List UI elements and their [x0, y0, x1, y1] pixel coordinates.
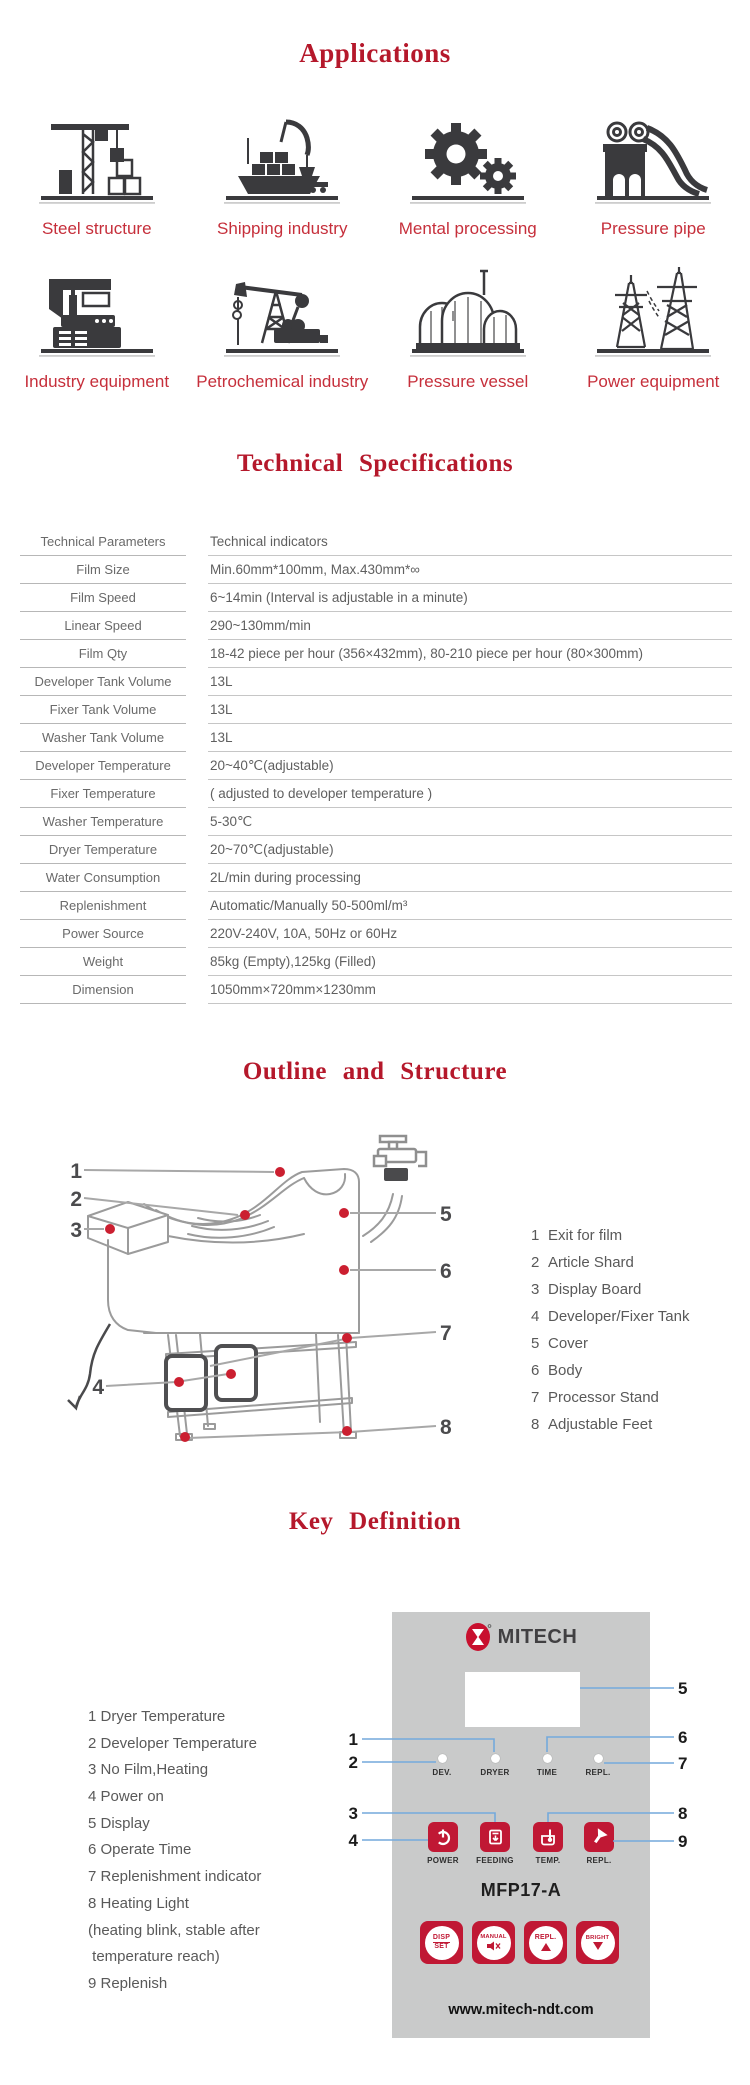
led-label: DRYER [480, 1768, 510, 1777]
list-item: temperature reach) [88, 1948, 220, 1966]
key-label: REPL. [586, 1856, 612, 1865]
website-url: www.mitech-ndt.com [448, 2002, 594, 2018]
specifications-title: Technical Specifications [236, 450, 514, 477]
app-label: Pressure vessel [407, 371, 529, 391]
app-label: Mental processing [398, 219, 537, 238]
spec-param: Washer Tank Volume [20, 724, 186, 752]
app-label: Power equipment [587, 371, 720, 391]
spec-value: 85kg (Empty),125kg (Filled) [208, 948, 732, 976]
list-item: (heating blink, stable after [88, 1921, 260, 1939]
callout-number: 9 [678, 1832, 688, 1851]
callout-number: 4 [92, 1376, 104, 1399]
spec-value: 290~130mm/min [208, 612, 732, 640]
callout-number: 5 [440, 1203, 452, 1226]
app-item-power-equipment [561, 265, 747, 392]
spec-value: ( adjusted to developer temperature ) [208, 780, 732, 808]
spec-value: 2L/min during processing [208, 864, 732, 892]
key-label: TEMP. [535, 1856, 561, 1865]
tower-crane-icon [39, 112, 155, 208]
list-item: 8 Adjustable Feet [531, 1416, 653, 1433]
power-towers-icon [595, 265, 711, 361]
list-item: 9 Replenish [88, 1974, 168, 1992]
spec-value: Technical indicators [208, 528, 732, 556]
list-item: 8 Heating Light [88, 1894, 189, 1912]
callout-number: 5 [678, 1679, 688, 1698]
app-item-pressure-vessel [375, 265, 561, 392]
spec-value: 220V-240V, 10A, 50Hz or 60Hz [208, 920, 732, 948]
gears-icon [410, 112, 526, 208]
spec-value: Automatic/Manually 50-500ml/m³ [208, 892, 732, 920]
callout-number: 6 [440, 1260, 452, 1283]
callout-number: 6 [678, 1728, 688, 1747]
processor-structure-drawing [48, 1128, 468, 1446]
list-item: 6 Body [531, 1362, 583, 1379]
spec-param: Film Speed [20, 584, 186, 612]
spec-param: Fixer Tank Volume [20, 696, 186, 724]
structure-legend [531, 1222, 689, 1438]
list-item: 2 Article Shard [531, 1254, 634, 1271]
callout-number: 4 [348, 1831, 358, 1850]
spec-param: Dryer Temperature [20, 836, 186, 864]
manual-mute-key-icon: MANUAL [477, 1926, 511, 1960]
led-label: TIME [536, 1768, 558, 1777]
spec-param: Weight [20, 948, 186, 976]
spec-value: 18-42 piece per hour (356×432mm), 80-210 piece per hour (80×300mm) [208, 640, 732, 668]
spec-param: Technical Parameters [20, 528, 186, 556]
app-label: Steel structure [41, 219, 152, 238]
table-row [20, 864, 732, 892]
spec-param: Film Qty [20, 640, 186, 668]
table-row [20, 836, 732, 864]
replenish-up-key-icon: REPL. [529, 1926, 563, 1960]
spec-param: Dimension [20, 976, 186, 1004]
app-label: Industry equipment [24, 371, 170, 391]
list-item: 5 Cover [531, 1335, 589, 1352]
table-row [20, 976, 732, 1004]
callout-number: 1 [70, 1160, 82, 1183]
spec-value: 5-30℃ [208, 808, 732, 836]
list-item: 2 Developer Temperature [88, 1734, 257, 1752]
model-name: MFP17-A [480, 1880, 562, 1900]
callout-number: 2 [70, 1188, 82, 1211]
brand-name: MITECH [497, 1625, 578, 1648]
led-label: REPL. [585, 1768, 611, 1777]
table-row [20, 696, 732, 724]
table-row [20, 668, 732, 696]
list-item: 1 Dryer Temperature [88, 1708, 226, 1725]
callout-number: 7 [440, 1322, 452, 1345]
oil-pumpjack-icon [224, 265, 340, 361]
spec-param: Developer Tank Volume [20, 668, 186, 696]
app-item-steel-structure [4, 112, 190, 239]
spec-param: Film Size [20, 556, 186, 584]
faucet-icon [374, 1136, 426, 1166]
table-row [20, 808, 732, 836]
spec-value: 13L [208, 724, 732, 752]
table-row [20, 640, 732, 668]
callout-number: 7 [678, 1754, 688, 1773]
app-label: Petrochemical industry [196, 371, 369, 391]
table-row [20, 752, 732, 780]
list-item: 4 Power on [88, 1788, 164, 1806]
app-item-mental-processing [375, 112, 561, 239]
app-label: Pressure pipe [600, 219, 706, 238]
applications-grid [4, 112, 746, 391]
spec-param: Linear Speed [20, 612, 186, 640]
table-row [20, 780, 732, 808]
table-row [20, 612, 732, 640]
table-row [20, 892, 732, 920]
app-item-industry-equipment [4, 265, 190, 392]
key-definition-title: Key Definition [288, 1508, 462, 1535]
callout-number: 3 [348, 1804, 358, 1823]
table-row [20, 584, 732, 612]
app-label: Shipping industry [217, 219, 348, 238]
list-item: 7 Processor Stand [531, 1389, 659, 1406]
spec-value: Min.60mm*100mm, Max.430mm*∞ [208, 556, 732, 584]
panel-callout-overlay [250, 1600, 750, 2060]
table-row [20, 920, 732, 948]
spec-value: 1050mm×720mm×1230mm [208, 976, 732, 1004]
callout-number: 8 [440, 1416, 452, 1439]
spec-value: 20~70℃(adjustable) [208, 836, 732, 864]
app-item-shipping-industry [190, 112, 376, 239]
led-label: DEV. [432, 1768, 452, 1777]
spec-table [20, 528, 732, 1004]
outline-title: Outline and Structure [242, 1058, 508, 1085]
cargo-ship-icon [224, 112, 340, 208]
list-item: 1 Exit for film [531, 1227, 623, 1244]
list-item: 7 Replenishment indicator [88, 1868, 262, 1886]
callout-number: 3 [70, 1219, 82, 1242]
app-item-pressure-pipe [561, 112, 747, 239]
callout-number: 2 [348, 1753, 358, 1772]
table-row [20, 724, 732, 752]
app-item-petrochemical-industry [190, 265, 376, 392]
callout-number: 8 [678, 1804, 688, 1823]
spec-value: 13L [208, 696, 732, 724]
callout-number: 1 [348, 1730, 358, 1749]
pipe-slide-icon [595, 112, 711, 208]
spec-value: 13L [208, 668, 732, 696]
key-definition-list [88, 1704, 261, 1998]
industrial-machine-icon [39, 265, 155, 361]
spec-param: Fixer Temperature [20, 780, 186, 808]
key-label: POWER [427, 1856, 459, 1865]
list-item: 3 Display Board [531, 1281, 642, 1298]
spec-param: Water Consumption [20, 864, 186, 892]
table-row [20, 556, 732, 584]
spec-param: Washer Temperature [20, 808, 186, 836]
list-item: 3 No Film,Heating [88, 1761, 209, 1779]
storage-tanks-icon [410, 265, 526, 361]
disp-set-key-icon: DISP SET [425, 1926, 459, 1960]
spec-value: 20~40℃(adjustable) [208, 752, 732, 780]
list-item: 4 Developer/Fixer Tank [531, 1308, 690, 1325]
table-row [20, 948, 732, 976]
spec-param: Power Source [20, 920, 186, 948]
spec-value: 6~14min (Interval is adjustable in a minute) [208, 584, 732, 612]
key-label: FEEDING [476, 1856, 514, 1865]
spec-param: Replenishment [20, 892, 186, 920]
table-row [20, 528, 732, 556]
bright-down-key-icon: BRIGHT [581, 1926, 615, 1960]
applications-title: Applications [299, 38, 451, 68]
list-item: 5 Display [88, 1814, 150, 1832]
spec-param: Developer Temperature [20, 752, 186, 780]
list-item: 6 Operate Time [88, 1841, 192, 1859]
